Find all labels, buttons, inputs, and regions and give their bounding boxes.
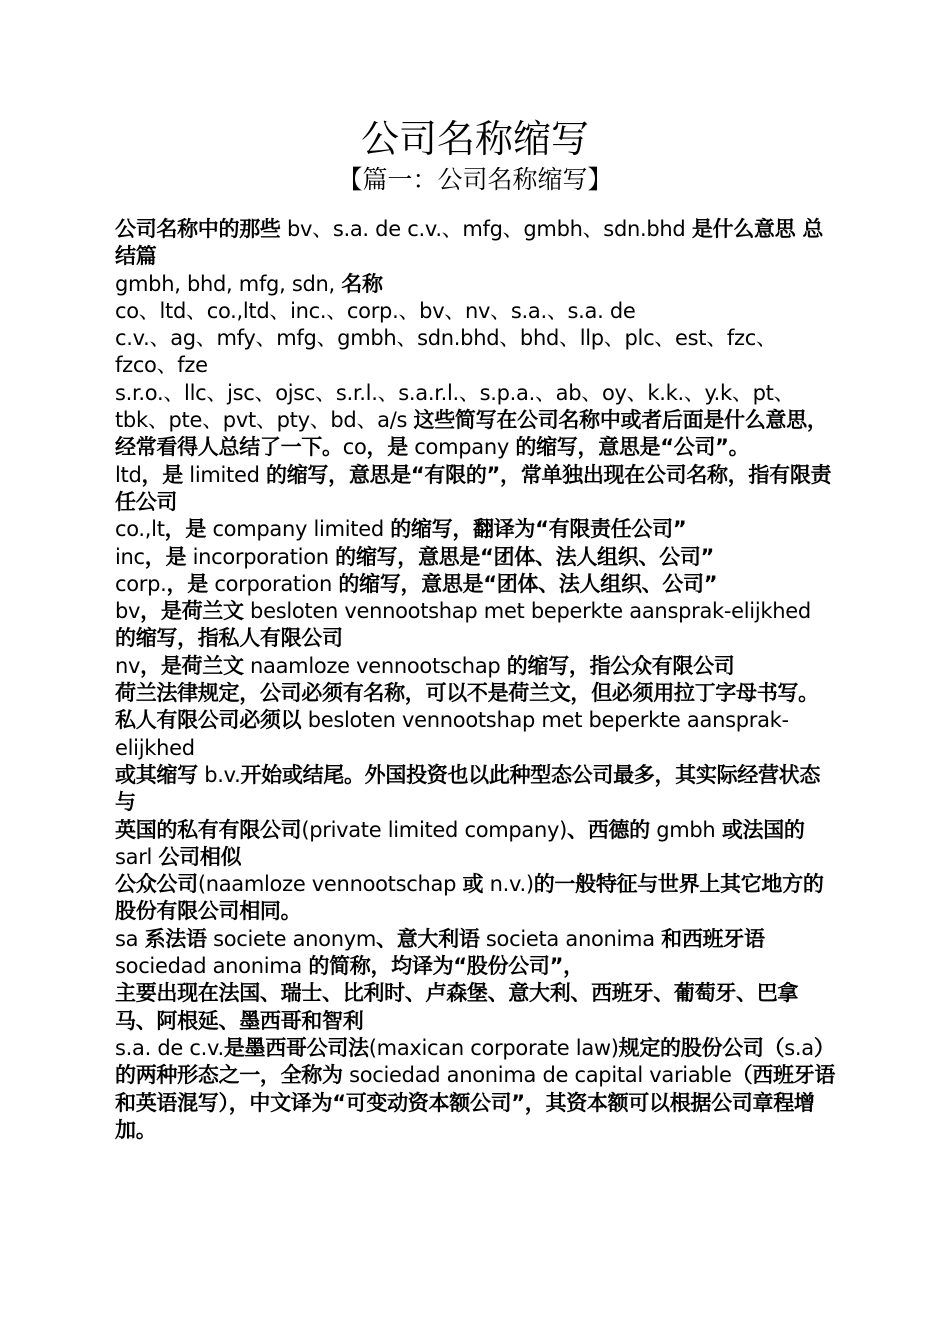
text-run: 或法国的 <box>721 817 805 842</box>
text-run: 的一般特征与世界上其它地方的股份有限公司相同。 <box>115 872 824 924</box>
text-run: ，是 <box>164 517 207 542</box>
paragraph <box>115 762 837 817</box>
paragraph <box>115 462 837 517</box>
text-run: c.v.、ag、mfy、mfg、gmbh、sdn.bhd、bhd、llp、plc、est、fzc、fzco、fze <box>115 326 777 378</box>
text-run: incorporation <box>186 544 336 569</box>
text-run: 的缩写，指公众有限公司 <box>506 653 735 678</box>
paragraph <box>115 325 837 380</box>
text-run: sarl <box>115 844 159 869</box>
text-run: 主要出现在法国、瑞士、比利时、卢森堡、意大利、西班牙、葡萄牙、巴拿马、阿根延、墨西哥和智利 <box>115 981 799 1033</box>
text-run: ，是荷兰文 <box>140 653 244 678</box>
text-run: 公司名称中的那些 <box>115 217 281 241</box>
text-run: 的缩写，意思是“有限的”，常单独出现在公司名称，指有限责任公司 <box>115 462 832 514</box>
text-run: 名称 <box>341 271 383 296</box>
document-subtitle: 【篇一：公司名称缩写】 <box>337 165 613 194</box>
paragraph <box>115 653 837 680</box>
text-run: 英国的私有有限公司 <box>115 817 302 842</box>
text-run: 荷兰法律规定，公司必须有名称，可以不是荷兰文，但必须用拉丁字母书写。 <box>115 681 819 706</box>
text-run: co、ltd、co.,ltd、inc.、corp.、bv、nv、s.a.、s.a. de <box>115 298 636 323</box>
paragraph <box>115 516 837 543</box>
paragraph <box>115 544 837 571</box>
text-run: co <box>342 435 367 460</box>
text-run: 、西德的 <box>567 817 650 842</box>
paragraph <box>115 926 837 981</box>
paragraph <box>115 298 837 325</box>
paragraph <box>115 216 837 271</box>
text-run: corporation <box>207 571 339 596</box>
text-run: 这些简写在公司名称中或者后面是什么意思，经常看得人总结了一下。 <box>115 408 828 460</box>
text-run: besloten vennootshap met beperkte aansprak-elijkhed <box>115 708 789 760</box>
text-run: n.v.) <box>483 872 534 897</box>
paragraph <box>115 271 837 298</box>
text-run: ，是 <box>144 544 187 569</box>
text-run: 、意大利语 <box>376 926 480 951</box>
text-run: naamloze vennootschap <box>243 653 507 678</box>
text-run: ，是 <box>366 435 408 460</box>
text-run: 的缩写，意思是“团体、法人组织、公司” <box>335 544 715 569</box>
text-run: company <box>407 435 516 460</box>
text-run: s.a <box>784 1035 814 1060</box>
paragraph <box>115 1035 837 1144</box>
paragraph <box>115 680 837 707</box>
text-run: 的缩写，意思是“团体、法人组织、公司” <box>338 571 718 596</box>
text-run: gmbh <box>649 817 722 842</box>
text-run: 或其缩写 <box>115 762 198 787</box>
text-run: ）的两种形态之一，全称为 <box>115 1035 835 1088</box>
paragraph <box>115 980 837 1035</box>
text-run: sociedad anonima <box>115 954 309 979</box>
text-run: (naamloze vennootschap <box>197 872 463 897</box>
text-run: sociedad anonima de capital variable <box>342 1063 732 1088</box>
text-run: company limited <box>206 517 391 542</box>
text-run: 或 <box>462 872 484 897</box>
text-run: 的缩写，指私人有限公司 <box>115 626 343 651</box>
text-run: 系法语 <box>144 926 207 951</box>
text-run: ，是 <box>166 571 208 596</box>
text-run: limited <box>182 462 267 487</box>
document-body <box>115 216 837 1144</box>
text-run: 是什么意思 总结篇 <box>115 217 824 269</box>
paragraph <box>115 871 837 926</box>
paragraph <box>115 571 837 598</box>
text-run: bv、s.a. de c.v.、mfg、gmbh、sdn.bhd <box>280 217 692 241</box>
text-run: (private limited company) <box>301 817 568 842</box>
text-run: bv <box>115 599 141 624</box>
text-run: （西班牙语和英语混写），中文译为“可变动资本额公司”，其资本额可以根据公司章程增加。 <box>115 1063 836 1142</box>
text-run: s.r.o.、llc、jsc、ojsc、s.r.l.、s.a.r.l.、s.p.a.、ab、oy、k.k.、y.k、pt、tbk、pte、pvt、pty、bd、a/s <box>115 380 795 433</box>
text-run: 开始或结尾。外国投资也以此种型态公司最多，其实际经营状态与 <box>115 762 821 815</box>
text-run: 私人有限公司必须以 <box>115 708 302 733</box>
text-run: ，是 <box>141 462 183 487</box>
text-run: gmbh, bhd, mfg, sdn, <box>115 271 342 296</box>
text-run: 规定的股份公司（ <box>618 1035 785 1060</box>
text-run: societa anonima <box>479 926 662 951</box>
text-run: b.v. <box>197 762 241 787</box>
text-run: 和西班牙语 <box>661 926 765 951</box>
paragraph <box>115 598 837 653</box>
text-run: 公司相似 <box>158 844 242 869</box>
text-run: ltd <box>115 462 142 487</box>
text-run: sa <box>115 926 145 951</box>
text-run: (maxican corporate law) <box>368 1035 619 1060</box>
paragraph <box>115 707 837 762</box>
text-run: 是墨西哥公司法 <box>223 1035 369 1060</box>
paragraph <box>115 380 837 462</box>
text-run: co.,lt <box>115 517 165 542</box>
text-run: inc <box>115 544 145 569</box>
text-run: s.a. de c.v. <box>115 1035 224 1060</box>
text-run: nv <box>115 653 141 678</box>
text-run: ，是荷兰文 <box>140 599 244 624</box>
text-run: 的缩写，意思是“公司”。 <box>515 435 750 460</box>
text-run: corp. <box>115 571 167 596</box>
paragraph <box>115 817 837 872</box>
text-run: societe anonym <box>206 926 377 951</box>
document-title: 公司名称缩写 <box>360 117 589 161</box>
text-run: besloten vennootshap met beperkte aansprak-elijkhed <box>243 599 811 624</box>
text-run: 的缩写，翻译为“有限责任公司” <box>390 517 687 542</box>
text-run: 公众公司 <box>115 872 198 897</box>
text-run: 的简称，均译为“股份公司”， <box>308 954 584 979</box>
